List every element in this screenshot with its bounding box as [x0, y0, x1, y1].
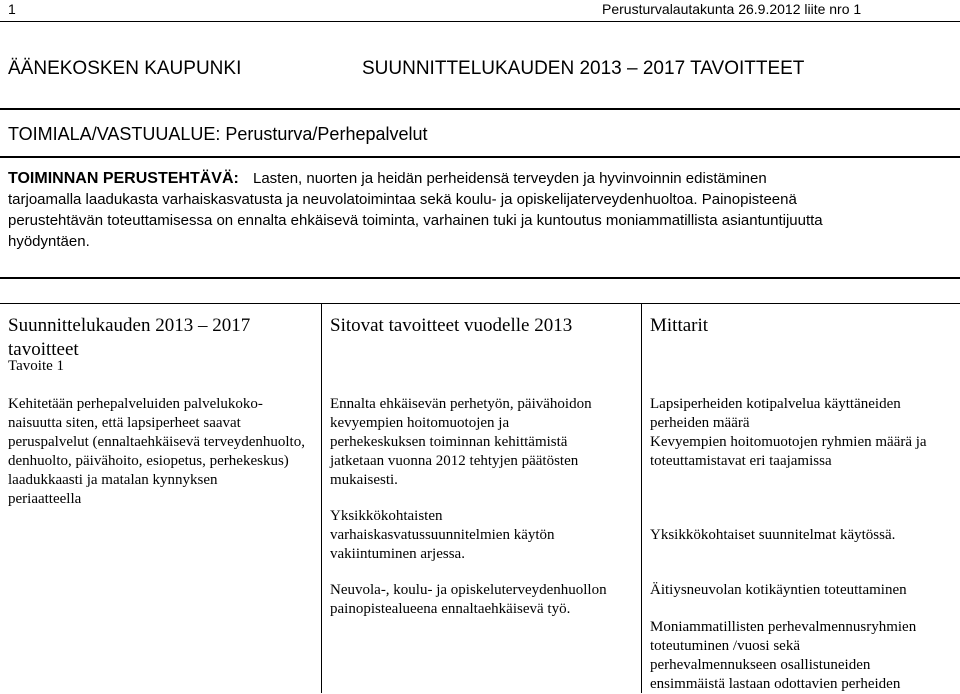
mission-line: hyödyntäen. [8, 233, 90, 250]
mission-block [8, 168, 823, 252]
unit-heading: TOIMIALA/VASTUUALUE: Perusturva/Perhepalvelut [8, 124, 428, 144]
col3-header: Mittarit [650, 315, 709, 336]
col2-header: Sitovat tavoitteet vuodelle 2013 [330, 315, 573, 336]
table-column-divider [321, 303, 322, 693]
goal-description: Kehitetään perhepalveluiden palvelukoko- naisuutta siten, että lapsiperheet saavat peruspalvelut (ennaltaehkäisevä terveydenhuolto, denhuolto, päivähoito, esiopetus, perhekeskus) laadukkaasti ja matalan kynnyksen periaatteella [8, 396, 305, 507]
indicator: Yksikkökohtaiset suunnitelmat käytössä. [650, 527, 896, 543]
indicator: Moniammatillisten perhevalmennusryhmien toteutuminen /vuosi sekä perhevalmennukseen osallistuneiden ensimmäistä lastaan odottavien perheiden [650, 619, 917, 692]
header-rule [0, 21, 960, 22]
table-top-border [0, 303, 960, 304]
section-rule-bottom [0, 277, 960, 279]
section-rule-mid [0, 156, 960, 158]
col1-header: Suunnittelukauden 2013 – 2017 tavoitteet [8, 315, 251, 360]
goal-label: Tavoite 1 [8, 358, 65, 374]
indicator: Äitiysneuvolan kotikäyntien toteuttaminen [650, 582, 907, 598]
document-title: SUUNNITTELUKAUDEN 2013 – 2017 TAVOITTEET [362, 58, 805, 79]
indicator: Lapsiperheiden kotipalvelua käyttäneiden perheiden määrä Kevyempien hoitomuotojen ryhmien määrä ja toteuttamistavat eri taajamissa [650, 396, 927, 469]
binding-goal: Ennalta ehkäisevän perhetyön, päivähoidon kevyempien hoitomuotojen ja perhekeskuksen toiminnan kehittämistä jatketaan vuonna 2012 tehtyjen päätösten mukaisesti. [330, 396, 592, 488]
binding-goal: Neuvola-, koulu- ja opiskeluterveydenhuollon painopistealueena ennaltaehkäisevä työ. [330, 582, 607, 617]
mission-line: Lasten, nuorten ja heidän perheidensä terveyden ja hyvinvoinnin edistäminen [253, 170, 767, 187]
mission-line: tarjoamalla laadukasta varhaiskasvatusta ja neuvolatoimintaa sekä koulu- ja opiskelijaterveydenhuoltoa. Painopisteenä [8, 191, 797, 208]
attachment-note: Perusturvalautakunta 26.9.2012 liite nro 1 [602, 1, 862, 17]
binding-goal: Yksikkökohtaisten varhaiskasvatussuunnitelmien käytön vakiintuminen arjessa. [330, 508, 555, 562]
mission-label: TOIMINNAN PERUSTEHTÄVÄ: [8, 170, 239, 187]
table-column-divider [641, 303, 642, 693]
city-title: ÄÄNEKOSKEN KAUPUNKI [8, 58, 242, 79]
section-rule-top [0, 108, 960, 110]
page-number: 1 [8, 1, 16, 17]
mission-line: perustehtävän toteuttamisessa on ennalta ehkäisevä toiminta, varhainen tuki ja kuntoutus moniammatillista asiantuntijuutta [8, 212, 823, 229]
